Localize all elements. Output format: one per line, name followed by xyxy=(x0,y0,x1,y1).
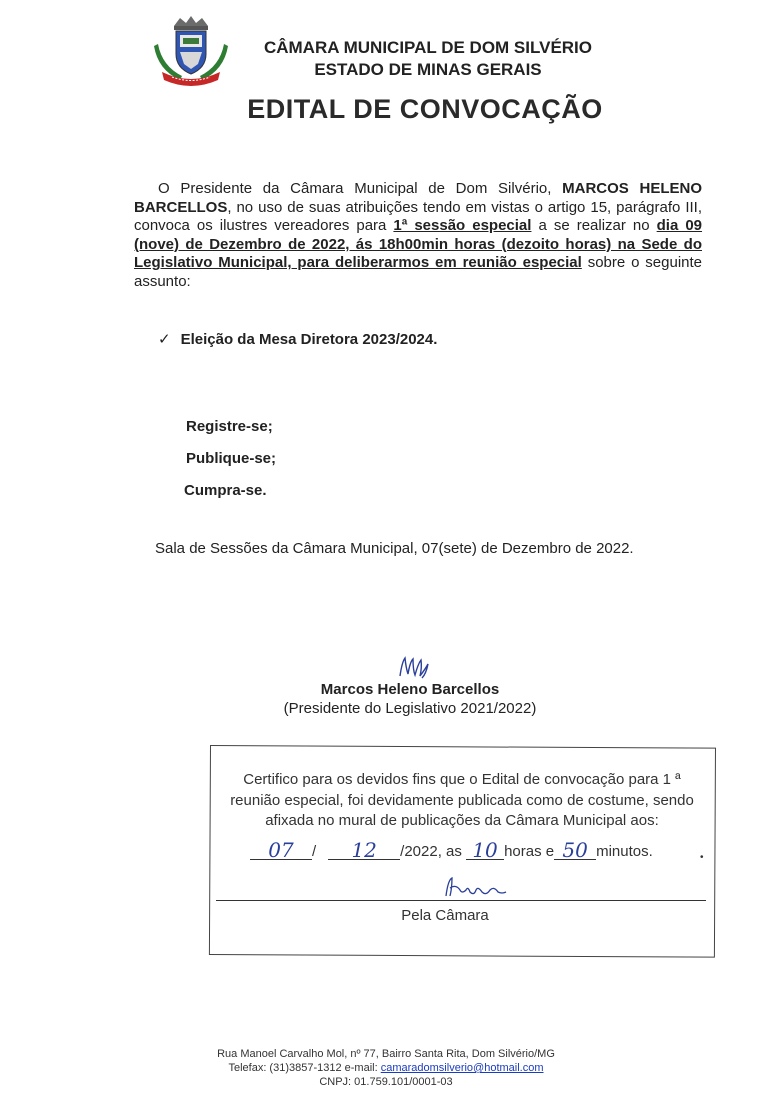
body-text-2: , no uso de suas atribuições tendo em vistas o artigo 15, parágrafo III, convoca os ilustres vereadores para xyxy=(134,198,702,235)
cert-minute-field: 50 xyxy=(554,841,596,860)
president-signature xyxy=(396,654,436,684)
president-signature-role: (Presidente do Legislativo 2021/2022) xyxy=(283,700,537,717)
closing-registre: Registre-se; xyxy=(186,418,273,435)
stray-dot: • xyxy=(700,852,704,863)
cert-minutos-label: minutos. xyxy=(596,843,653,860)
cert-month-field: 12 xyxy=(328,841,400,860)
footer-contact xyxy=(176,1062,596,1074)
agenda-item-label: Eleição da Mesa Diretora 2023/2024. xyxy=(180,331,438,348)
closing-publique: Publique-se; xyxy=(186,450,277,467)
place-date-line: Sala de Sessões da Câmara Municipal, 07(sete) de Dezembro de 2022. xyxy=(155,540,634,557)
footer-cnpj: CNPJ: 01.759.101/0001-03 xyxy=(319,1076,453,1088)
body-text-4: sobre o seguinte assunto: xyxy=(134,254,703,290)
certificate-signed-by: Pela Câmara xyxy=(401,907,489,924)
session-date-place: dia 09 (nove) de Dezembro de 2022, ás 18h00min horas (dezoito horas) na Sede do Legislativo Municipal, para deliberarmos em reunião especial xyxy=(134,217,703,272)
header-state: ESTADO DE MINAS GERAIS xyxy=(314,60,542,79)
certificate-date-time xyxy=(250,838,720,862)
footer-phone: Telefax: (31)3857-1312 e-mail: xyxy=(228,1062,378,1074)
cert-year-label: /2022, as xyxy=(400,843,462,860)
checkmark-icon: ✓ xyxy=(158,331,171,348)
header-institution: CÂMARA MUNICIPAL DE DOM SILVÉRIO xyxy=(263,38,593,57)
closing-cumpra: Cumpra-se. xyxy=(184,482,267,499)
footer-email-link[interactable]: camaradomsilverio@hotmail.com xyxy=(380,1062,544,1074)
certificate-text: Certifico para os devidos fins que o Edital de convocação para 1 ª reunião especial, foi devidamente publicada como de costume, sendo afixada no mural de publicações da Câmara Municipal aos: xyxy=(230,771,694,829)
body-text-1: O Presidente da Câmara Municipal de Dom Silvério, xyxy=(158,180,552,197)
cert-separator: / xyxy=(312,843,317,860)
footer-address: Rua Manoel Carvalho Mol, nº 77, Bairro Santa Rita, Dom Silvério/MG xyxy=(217,1048,555,1060)
document-title: EDITAL DE CONVOCAÇÃO xyxy=(247,94,603,124)
cert-horas-label: horas e xyxy=(504,843,555,860)
cert-day-field: 07 xyxy=(250,841,312,860)
president-signature-name: Marcos Heleno Barcellos xyxy=(320,681,500,698)
session-type: 1ª sessão especial xyxy=(393,217,532,235)
agenda-item xyxy=(158,330,437,348)
convocation-paragraph xyxy=(134,180,702,292)
president-name: MARCOS HELENO BARCELLOS xyxy=(134,180,703,216)
certificate-signature-line xyxy=(216,900,706,901)
certifier-signature xyxy=(440,874,510,902)
body-text-3: a se realizar no xyxy=(538,217,650,235)
municipal-coat-of-arms-icon xyxy=(152,14,230,86)
cert-hour-field: 10 xyxy=(466,841,504,860)
